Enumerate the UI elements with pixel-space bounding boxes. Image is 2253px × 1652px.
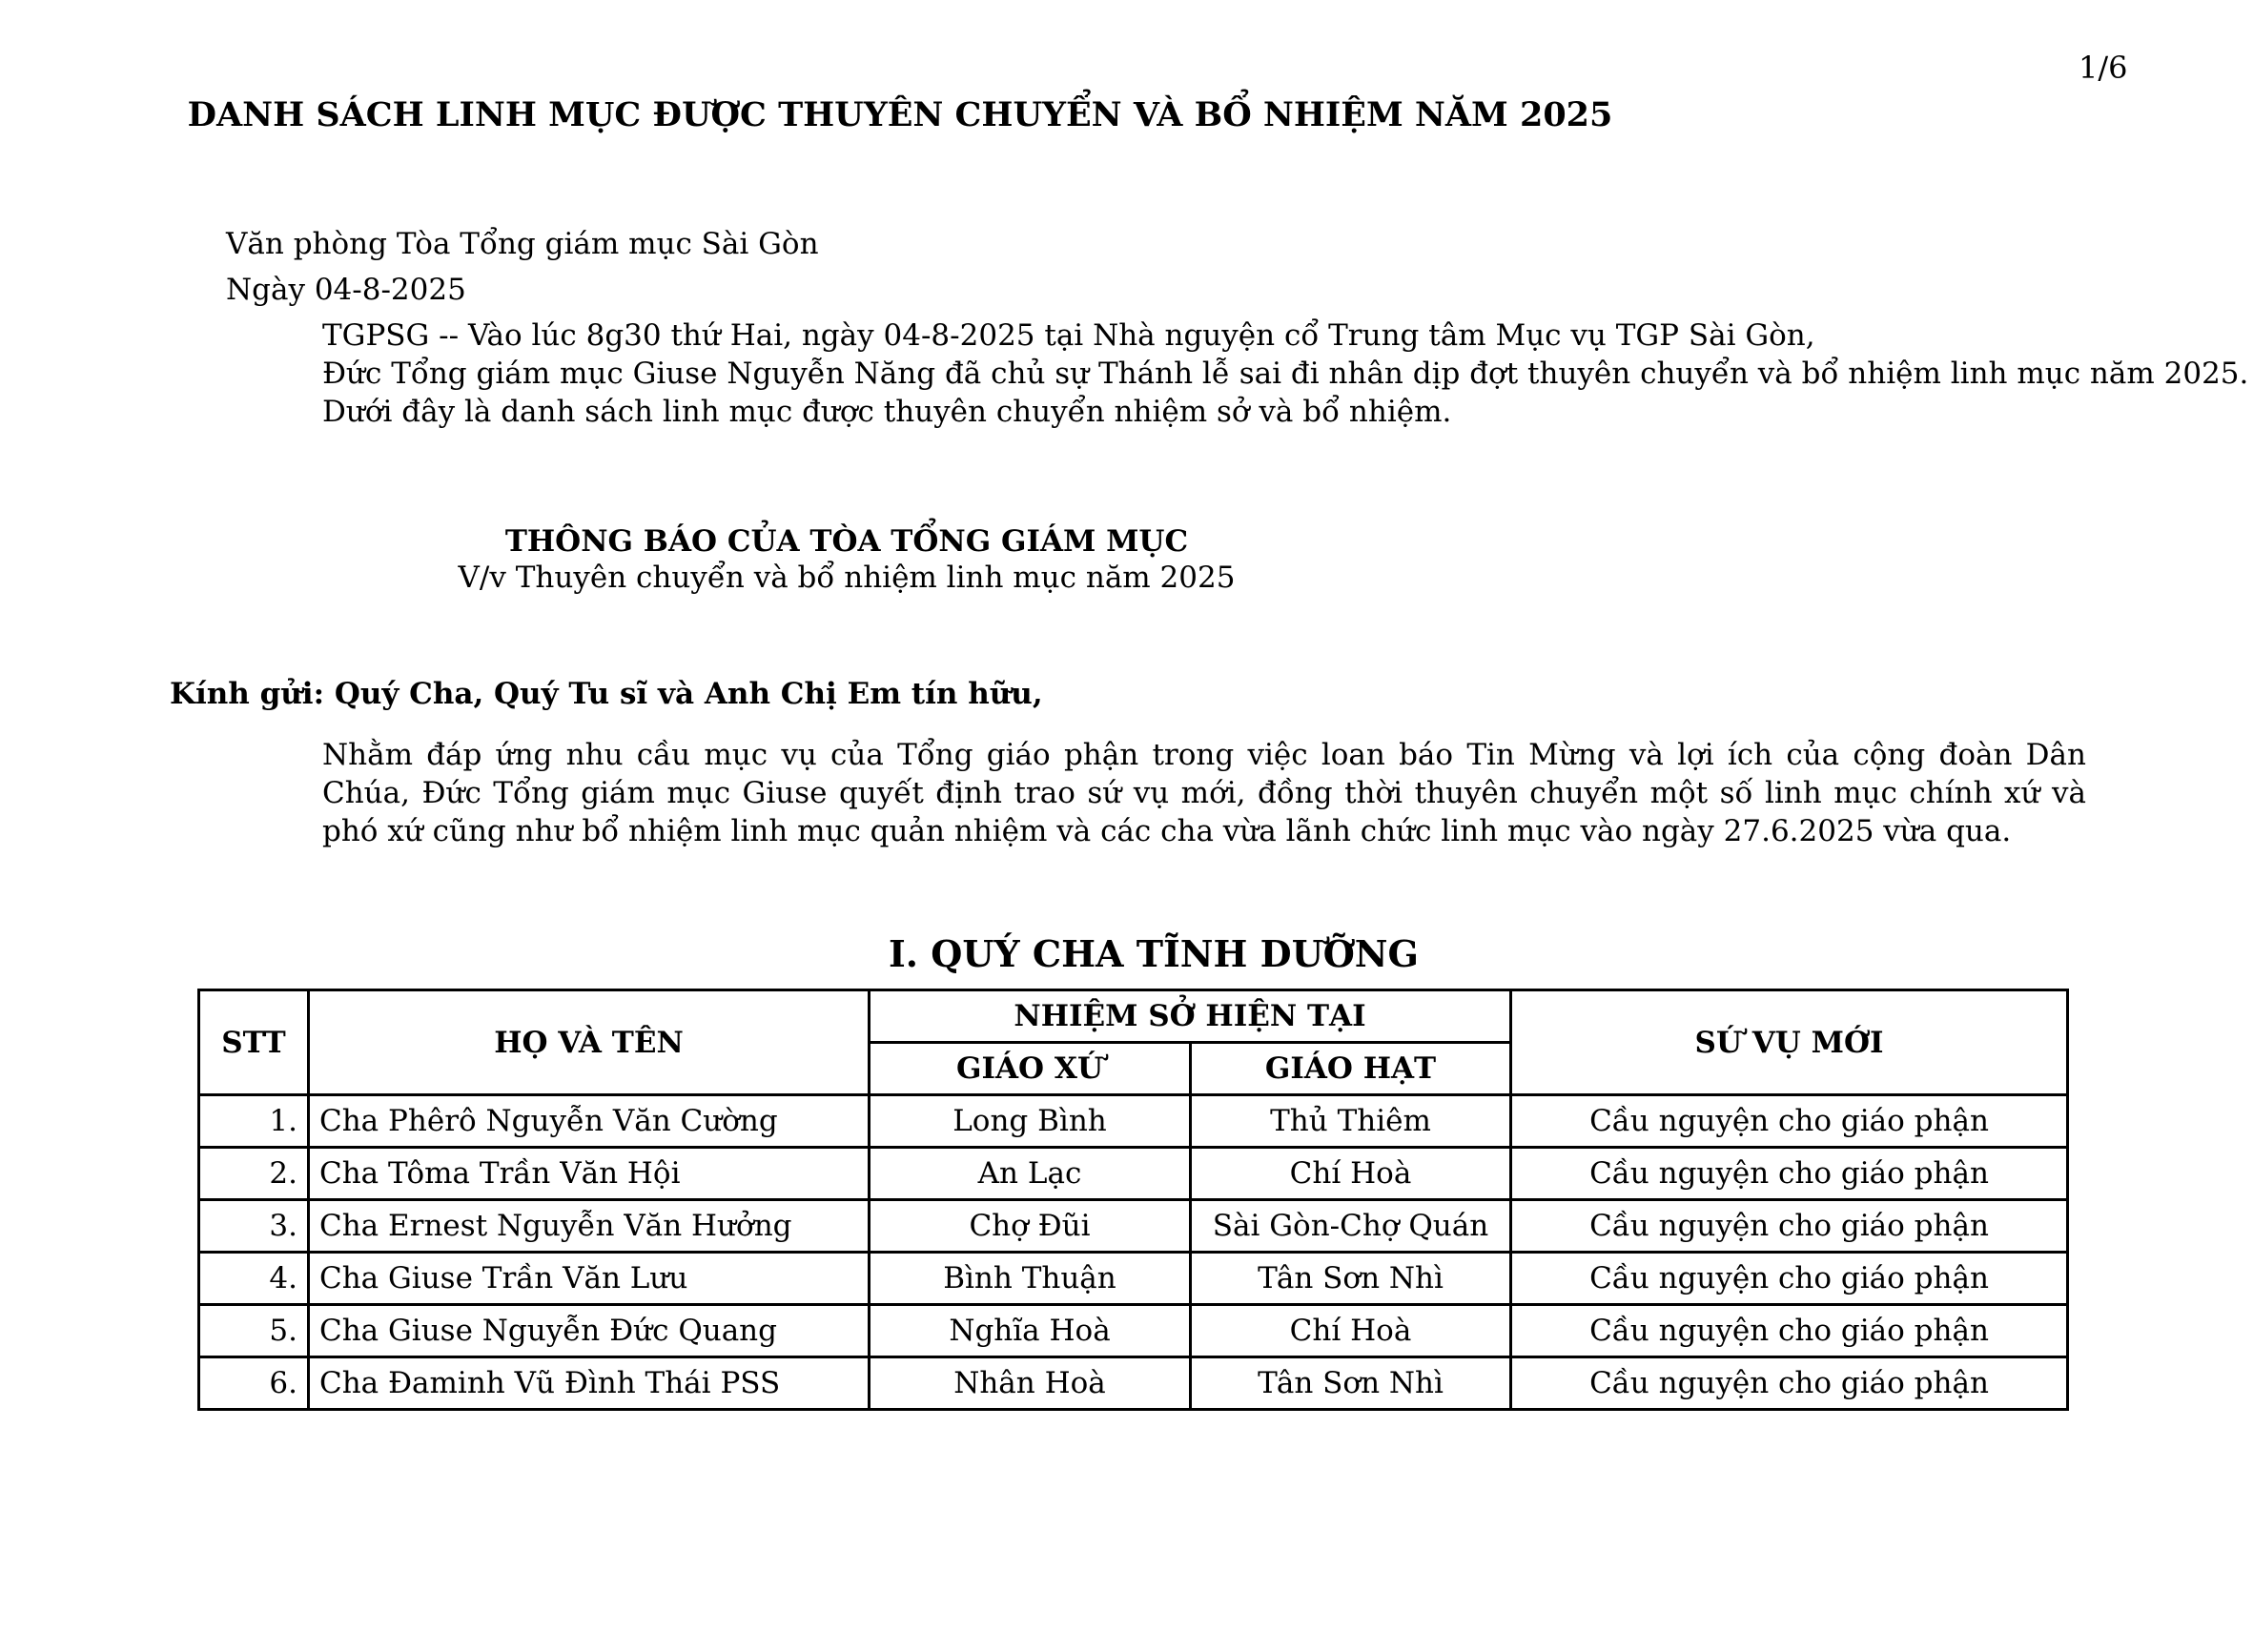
cell-stt: 5. <box>199 1305 309 1357</box>
table-row <box>199 1305 2068 1357</box>
cell-parish: Nghĩa Hoà <box>870 1305 1191 1357</box>
cell-name: Cha Giuse Nguyễn Đức Quang <box>309 1305 870 1357</box>
cell-name: Cha Ernest Nguyễn Văn Hưởng <box>309 1200 870 1253</box>
intro-line-3: Dưới đây là danh sách linh mục được thuyên chuyển nhiệm sở và bổ nhiệm. <box>322 395 1452 429</box>
cell-new-mission: Cầu nguyện cho giáo phận <box>1511 1095 2068 1148</box>
table-row <box>199 1357 2068 1410</box>
cell-new-mission: Cầu nguyện cho giáo phận <box>1511 1253 2068 1305</box>
cell-deanery: Chí Hoà <box>1191 1148 1511 1200</box>
cell-deanery: Sài Gòn-Chợ Quán <box>1191 1200 1511 1253</box>
table-row <box>199 1253 2068 1305</box>
cell-parish: Bình Thuận <box>870 1253 1191 1305</box>
date-line: Ngày 04-8-2025 <box>226 273 466 307</box>
cell-parish: Chợ Đũi <box>870 1200 1191 1253</box>
table-row <box>199 1095 2068 1148</box>
cell-deanery: Thủ Thiêm <box>1191 1095 1511 1148</box>
header-parish: GIÁO XỨ <box>870 1043 1191 1095</box>
document-title: DANH SÁCH LINH MỤC ĐƯỢC THUYÊN CHUYỂN VÀ BỔ NHIỆM NĂM 2025 <box>187 95 1613 134</box>
table-row <box>199 1200 2068 1253</box>
header-name: HỌ VÀ TÊN <box>309 990 870 1095</box>
table-header-row <box>199 990 2068 1043</box>
cell-new-mission: Cầu nguyện cho giáo phận <box>1511 1148 2068 1200</box>
intro-line-2: Đức Tổng giám mục Giuse Nguyễn Năng đã chủ sự Thánh lễ sai đi nhân dịp đợt thuyên chuyển và bổ nhiệm linh mục năm 2025. <box>322 357 2249 391</box>
cell-stt: 6. <box>199 1357 309 1410</box>
assignments-table <box>197 989 2069 1411</box>
intro-line-1: TGPSG -- Vào lúc 8g30 thứ Hai, ngày 04-8-2025 tại Nhà nguyện cổ Trung tâm Mục vụ TGP Sài Gòn, <box>322 318 1815 353</box>
cell-deanery: Tân Sơn Nhì <box>1191 1357 1511 1410</box>
cell-name: Cha Tôma Trần Văn Hội <box>309 1148 870 1200</box>
cell-name: Cha Đaminh Vũ Đình Thái PSS <box>309 1357 870 1410</box>
salutation: Kính gửi: Quý Cha, Quý Tu sĩ và Anh Chị Em tín hữu, <box>170 677 1043 711</box>
cell-parish: Nhân Hoà <box>870 1357 1191 1410</box>
header-new-mission: SỨ VỤ MỚI <box>1511 990 2068 1095</box>
cell-deanery: Tân Sơn Nhì <box>1191 1253 1511 1305</box>
cell-new-mission: Cầu nguyện cho giáo phận <box>1511 1305 2068 1357</box>
notice-subheading: V/v Thuyên chuyển và bổ nhiệm linh mục năm 2025 <box>458 561 1236 595</box>
cell-parish: An Lạc <box>870 1148 1191 1200</box>
page-number: 1/6 <box>2079 50 2128 86</box>
header-deanery: GIÁO HẠT <box>1191 1043 1511 1095</box>
cell-stt: 4. <box>199 1253 309 1305</box>
header-stt: STT <box>199 990 309 1095</box>
notice-heading: THÔNG BÁO CỦA TÒA TỔNG GIÁM MỤC <box>504 524 1189 559</box>
office-line: Văn phòng Tòa Tổng giám mục Sài Gòn <box>226 227 819 261</box>
cell-new-mission: Cầu nguyện cho giáo phận <box>1511 1200 2068 1253</box>
section-heading: I. QUÝ CHA TĨNH DƯỠNG <box>889 932 1419 975</box>
cell-name: Cha Phêrô Nguyễn Văn Cường <box>309 1095 870 1148</box>
cell-new-mission: Cầu nguyện cho giáo phận <box>1511 1357 2068 1410</box>
cell-deanery: Chí Hoà <box>1191 1305 1511 1357</box>
body-paragraph: Nhằm đáp ứng nhu cầu mục vụ của Tổng giáo phận trong việc loan báo Tin Mừng và lợi ích của cộng đoàn Dân Chúa, Đức Tổng giám mục Giuse quyết định trao sứ vụ mới, đồng thời thuyên chuyển một số linh mục chính xứ và phó xứ cũng như bổ nhiệm linh mục quản nhiệm và các cha vừa lãnh chức linh mục vào ngày 27.6.2025 vừa qua. <box>322 738 2086 848</box>
table-row <box>199 1148 2068 1200</box>
cell-name: Cha Giuse Trần Văn Lưu <box>309 1253 870 1305</box>
cell-stt: 1. <box>199 1095 309 1148</box>
cell-parish: Long Bình <box>870 1095 1191 1148</box>
cell-stt: 2. <box>199 1148 309 1200</box>
header-current-assignment: NHIỆM SỞ HIỆN TẠI <box>870 990 1511 1043</box>
cell-stt: 3. <box>199 1200 309 1253</box>
